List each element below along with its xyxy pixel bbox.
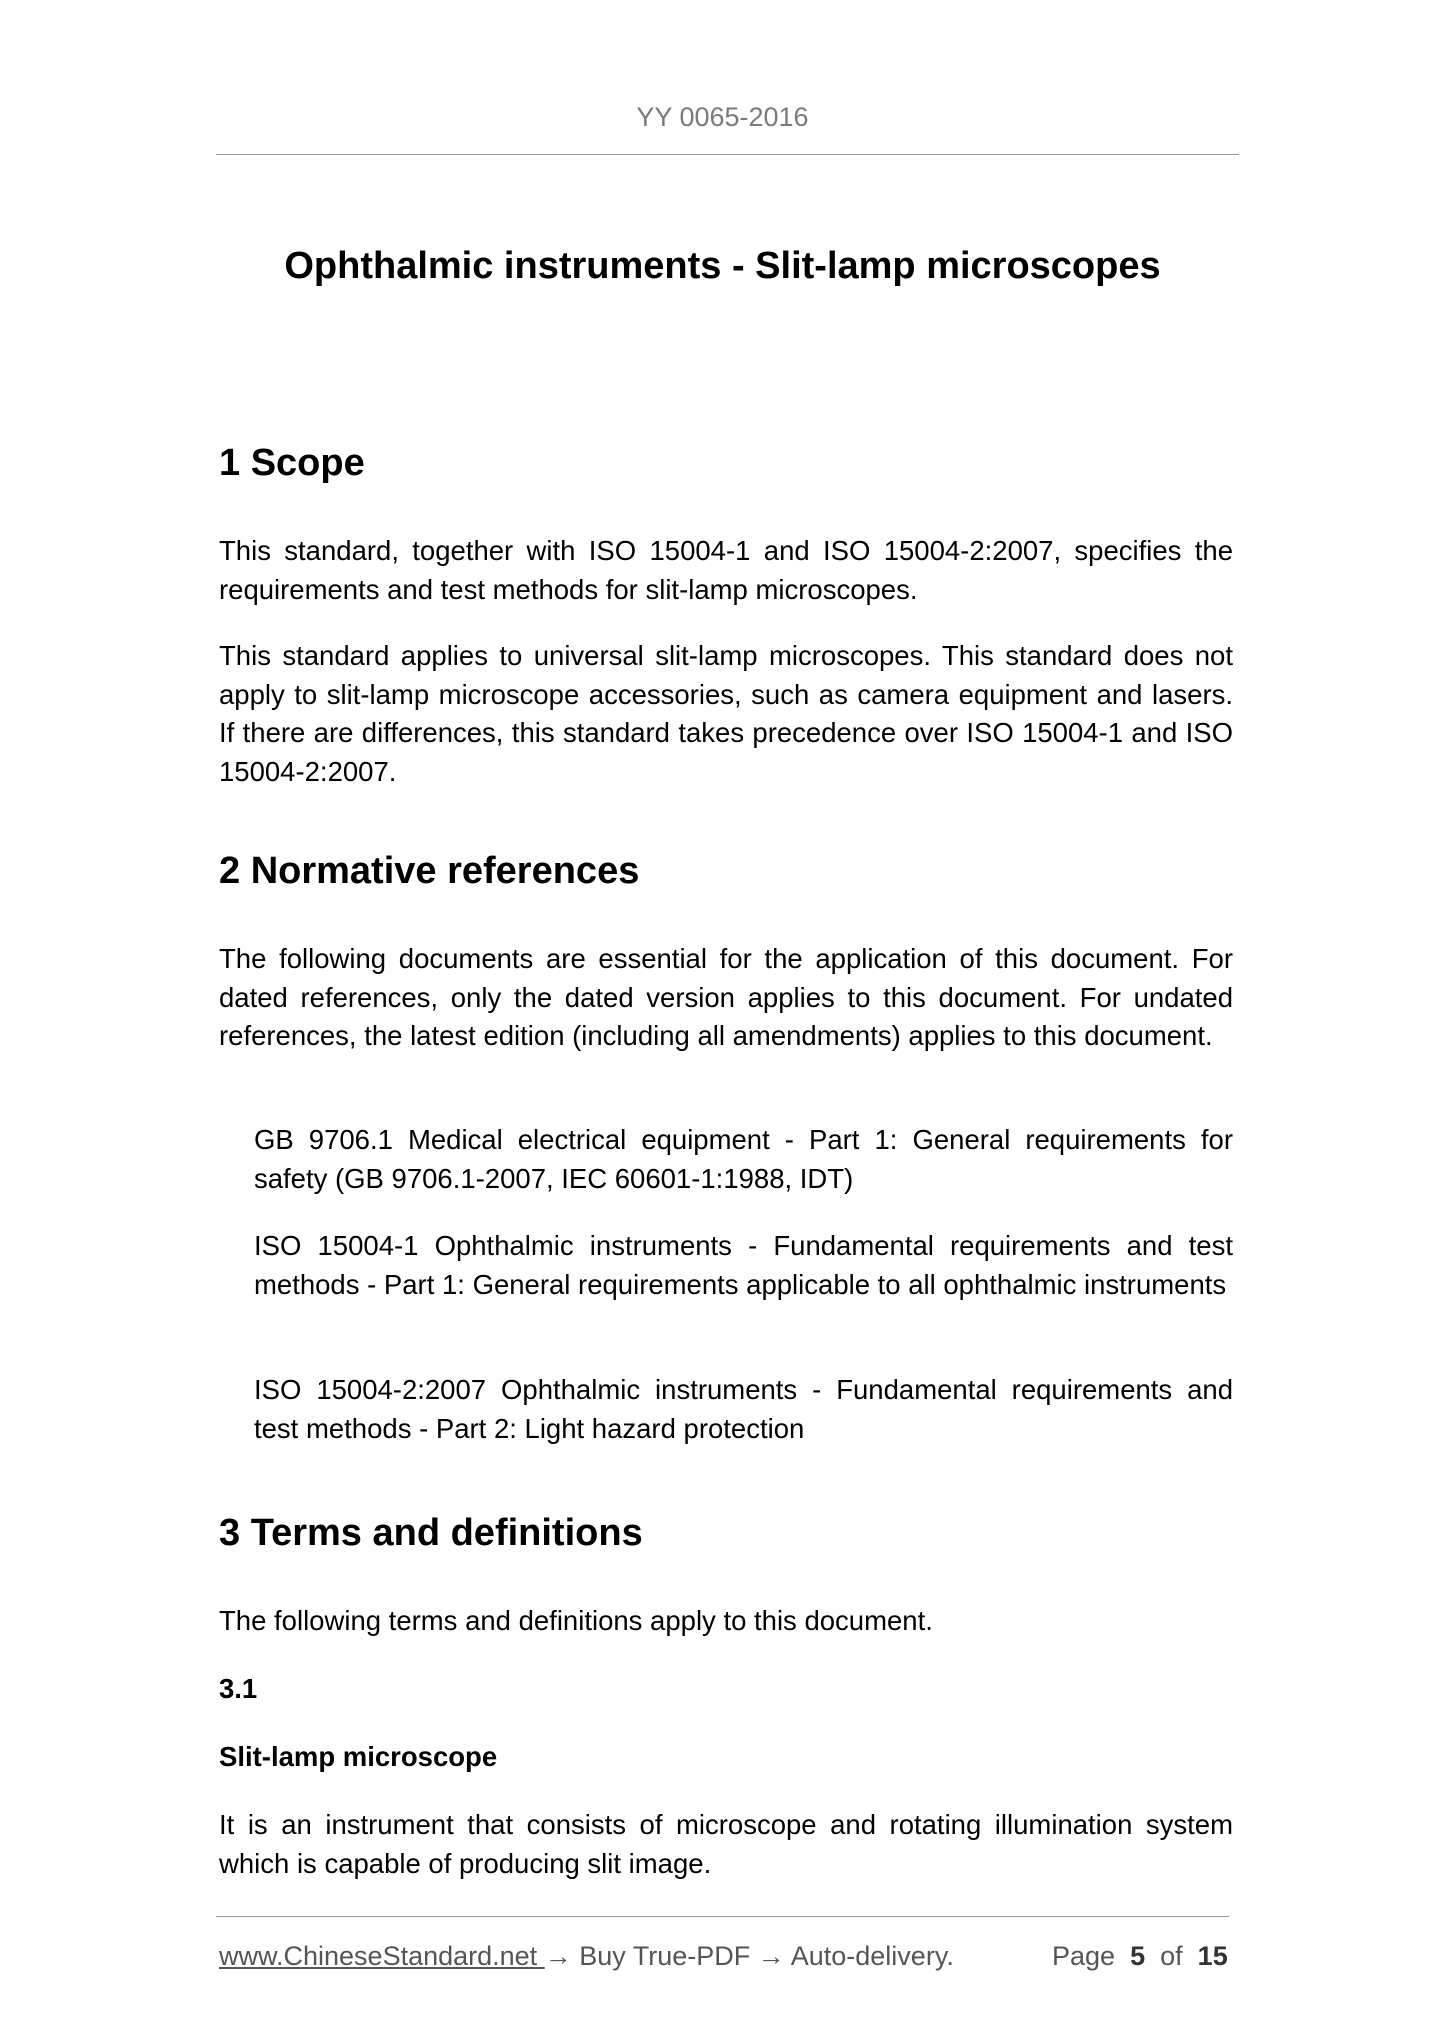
page-number: 5 — [1130, 1941, 1146, 1971]
scope-paragraph-1: This standard, together with ISO 15004-1 and ISO 15004-2:2007, specifies the requirements and test methods for slit-lamp microscopes. — [219, 535, 1233, 605]
scope-paragraph-2: This standard applies to universal slit-lamp microscopes. This standard does not apply to slit-lamp microscope accessories, such as camera equipment and lasers. If there are differences, this standard takes precedence over ISO 15004-1 and ISO 15004-2:2007. — [219, 640, 1233, 787]
section-heading-terms-definitions: 3 Terms and definitions — [219, 1512, 643, 1554]
footer-website-link[interactable]: www.ChineseStandard.net — [219, 1941, 545, 1971]
page-label: Page — [1052, 1941, 1116, 1971]
normative-reference-item: ISO 15004-2:2007 Ophthalmic instruments - Fundamental requirements and test methods - Part 2: Light hazard protection — [254, 1374, 1233, 1444]
term-number: 3.1 — [219, 1673, 258, 1704]
header-divider — [216, 154, 1239, 155]
normative-reference-item: GB 9706.1 Medical electrical equipment - Part 1: General requirements for safety (GB 9706.1-2007, IEC 60601-1:1988, IDT) — [254, 1124, 1233, 1194]
arrow-right-icon: → — [544, 1941, 572, 1971]
page-total: 15 — [1197, 1941, 1228, 1971]
term-definition: It is an instrument that consists of microscope and rotating illumination system which is capable of producing slit image. — [219, 1809, 1233, 1879]
footer-promo — [219, 1941, 954, 1972]
footer-delivery-text: Auto-delivery. — [784, 1941, 954, 1971]
footer-buy-text: Buy True-PDF — [571, 1941, 758, 1971]
arrow-right-icon: → — [757, 1941, 785, 1971]
header-doc-number: YY 0065-2016 — [636, 102, 809, 132]
section-heading-scope: 1 Scope — [219, 442, 365, 484]
section-heading-normative-references: 2 Normative references — [219, 850, 640, 892]
footer-divider — [216, 1916, 1229, 1917]
terms-intro-paragraph: The following terms and definitions apply to this document. — [219, 1605, 933, 1636]
term-name: Slit-lamp microscope — [219, 1741, 498, 1772]
of-label: of — [1160, 1941, 1183, 1971]
normative-intro-paragraph: The following documents are essential for the application of this document. For dated references, only the dated version applies to this document. For undated references, the latest edition (including all amendments) applies to this document. — [219, 943, 1233, 1051]
page-indicator — [1052, 1941, 1228, 1972]
normative-reference-item: ISO 15004-1 Ophthalmic instruments - Fundamental requirements and test methods - Part 1: General requirements applicable to all ophthalmic instruments — [254, 1230, 1233, 1300]
document-title: Ophthalmic instruments - Slit-lamp microscopes — [284, 245, 1161, 287]
